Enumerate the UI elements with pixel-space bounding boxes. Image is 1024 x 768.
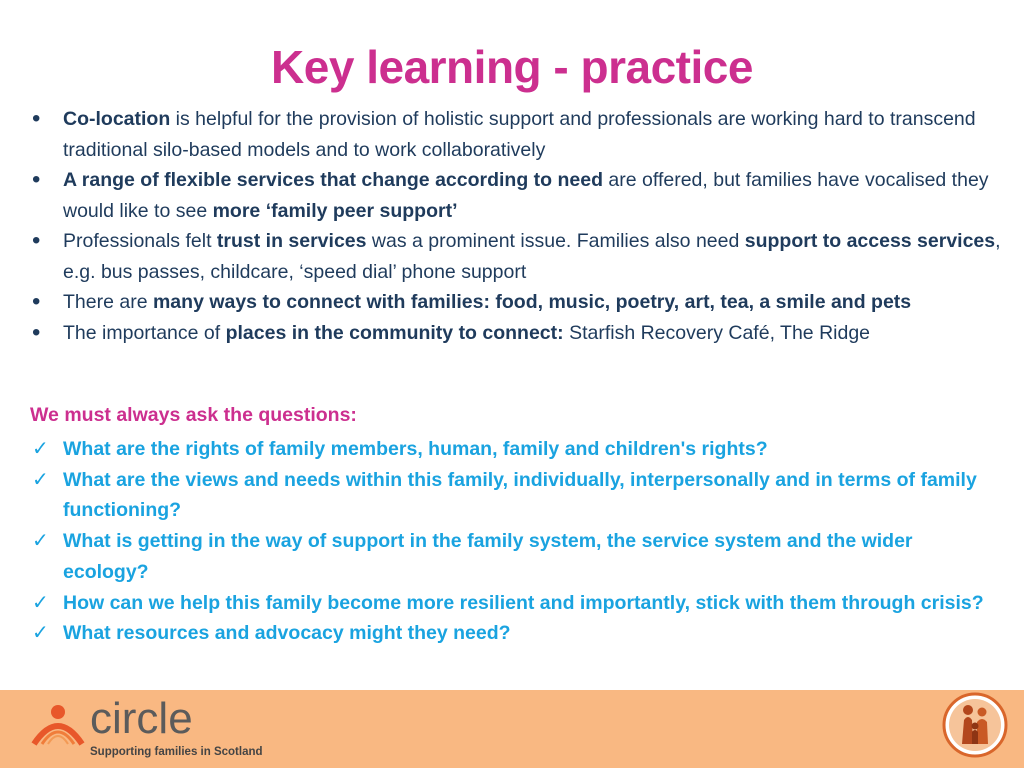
bullet-item xyxy=(30,226,1010,287)
bullet-bold-text: trust in services xyxy=(216,230,367,252)
bullet-text xyxy=(63,169,989,222)
question-text: What are the rights of family members, human, family and children's rights? xyxy=(63,438,768,460)
bullet-text xyxy=(63,291,911,313)
bullet-text xyxy=(63,322,870,344)
bullet-item xyxy=(30,104,1010,165)
circle-family-logo-icon xyxy=(30,704,86,750)
questions-heading: We must always ask the questions: xyxy=(30,404,357,426)
bullet-dot-icon: • xyxy=(32,227,41,254)
bullet-plain-text: was a prominent issue. Families also need xyxy=(366,230,745,252)
bullet-plain-text: are offered, but families have vocalised they would like to see xyxy=(63,169,989,222)
checkmark-icon: ✓ xyxy=(32,530,49,553)
bullet-plain-text: Professionals felt xyxy=(63,230,217,252)
bullet-dot-icon: • xyxy=(32,166,41,193)
bullet-plain-text: The importance of xyxy=(63,321,226,344)
logo-tagline: Supporting families in Scotland xyxy=(90,746,263,758)
bullet-bold-text: places in the community to connect: xyxy=(225,321,564,344)
question-item xyxy=(30,588,990,619)
bullet-bold-text: more ‘family peer support’ xyxy=(212,199,458,222)
bullet-item xyxy=(30,165,1010,226)
bullet-plain-text: There are xyxy=(63,291,153,313)
bullet-text xyxy=(63,230,1001,283)
question-item xyxy=(30,434,990,465)
question-text: How can we help this family become more resilient and importantly, stick with them through crisis? xyxy=(63,591,984,614)
bullet-text xyxy=(63,108,976,161)
family-emblem-icon xyxy=(942,692,1008,758)
bullet-bold-text: A range of flexible services that change according to need xyxy=(63,169,604,191)
key-points-list xyxy=(30,104,1010,348)
checkmark-icon: ✓ xyxy=(32,622,49,645)
question-item xyxy=(30,526,990,587)
circle-logo xyxy=(30,694,270,762)
question-text: What resources and advocacy might they need? xyxy=(63,622,511,645)
bullet-item xyxy=(30,318,1010,349)
checkmark-icon: ✓ xyxy=(32,468,49,491)
question-text: What are the views and needs within this family, individually, interpersonally and in terms of family functioning? xyxy=(63,468,977,522)
checkmark-icon: ✓ xyxy=(32,438,49,460)
questions-list xyxy=(30,434,990,649)
bullet-plain-text: is helpful for the provision of holistic support and professionals are working hard to transcend traditional silo-based models and to work collaboratively xyxy=(63,108,976,161)
bullet-bold-text: Co-location xyxy=(63,108,171,130)
bullet-item xyxy=(30,287,1010,318)
question-item xyxy=(30,618,990,649)
bullet-bold-text: support to access services xyxy=(744,230,996,252)
page-title: Key learning - practice xyxy=(271,41,753,93)
bullet-dot-icon: • xyxy=(32,318,41,346)
question-text: What is getting in the way of support in the family system, the service system and the wider ecology? xyxy=(63,530,913,583)
bullet-dot-icon: • xyxy=(32,105,41,132)
footer-bar xyxy=(0,690,1024,768)
bullet-plain-text: Starfish Recovery Café, The Ridge xyxy=(563,321,871,344)
bullet-dot-icon: • xyxy=(32,288,41,315)
bullet-bold-text: many ways to connect with families: food, music, poetry, art, tea, a smile and pets xyxy=(152,291,912,313)
checkmark-icon: ✓ xyxy=(32,591,49,614)
logo-wordmark: circle xyxy=(90,694,193,743)
bullet-plain-text: , e.g. bus passes, childcare, ‘speed dial’ phone support xyxy=(63,230,1001,283)
question-item xyxy=(30,465,990,526)
